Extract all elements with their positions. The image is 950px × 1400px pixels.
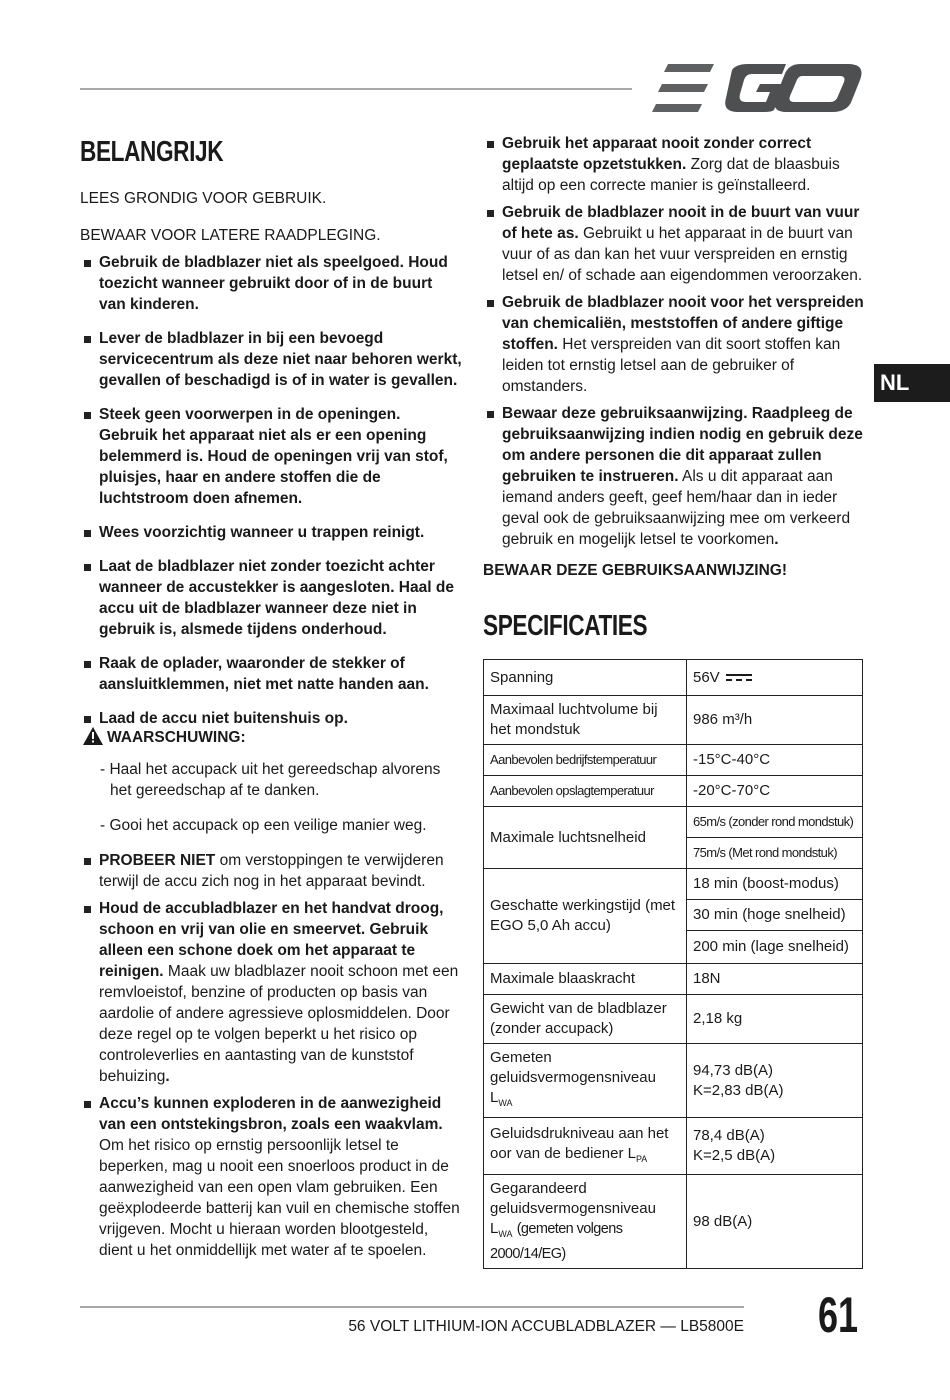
intro-keep: BEWAAR VOOR LATERE RAADPLEGING.: [80, 227, 381, 244]
spec-value: 30 min (hoge snelheid): [687, 900, 863, 931]
list-item: Laad de accu niet buitenshuis op.: [80, 708, 462, 729]
spec-value: -20°C-70°C: [687, 776, 863, 807]
heading-belangrijk: BELANGRIJK: [80, 136, 224, 168]
spec-value-line: K=2,5 dB(A): [693, 1147, 776, 1164]
list-item-bold: Gebruik het apparaat nooit zonder correct geplaatste opzetstukken.: [502, 135, 812, 173]
list-item-end: .: [774, 531, 779, 548]
table-row: [484, 964, 863, 995]
spec-value-line: K=2,83 dB(A): [693, 1081, 784, 1099]
language-tab: NL: [874, 364, 950, 402]
list-item: [483, 133, 868, 196]
list-item-bold: PROBEER NIET: [99, 852, 216, 869]
list-item-bold: Bewaar deze gebruiksaanwijzing. Raadpleeg de gebruiksaanwijzing indien nodig en gebruik deze om andere personen die dit apparaat zullen gebruiken te instrueren.: [502, 405, 863, 485]
table-row: [484, 995, 863, 1044]
warning-dash-item: - Haal het accupack uit het gereedschap alvorens het gereedschap af te danken.: [100, 761, 441, 799]
spec-value: 18N: [687, 964, 863, 995]
list-item: [80, 898, 462, 1087]
list-item: [483, 202, 868, 286]
warning-icon: [83, 727, 103, 745]
table-row: [484, 869, 863, 900]
spec-label: Aanbevolen opslagtemperatuur: [484, 776, 687, 807]
table-row: [484, 696, 863, 745]
list-item-text: Het verspreiden van dit soort stoffen kan leiden tot ernstig letsel aan de gebruiker of omstanders.: [502, 336, 841, 395]
list-item-bold: Houd de accubladblazer en het handvat droog, schoon en vrij van olie en smeervet. Gebruik alleen een schone doek om het apparaat te reinigen.: [99, 900, 444, 980]
spec-label-text: (gemeten volgens 2000/14/EG): [490, 1221, 623, 1262]
table-row: [484, 807, 863, 838]
spec-label-text: Geluidsdrukniveau aan het oor van de bediener L: [490, 1124, 669, 1162]
ego-logo: [652, 64, 862, 112]
header-rule: [80, 88, 632, 90]
save-note: BEWAAR DEZE GEBRUIKSAANWIJZING!: [483, 562, 787, 579]
list-item: [483, 403, 868, 550]
list-item: Lever de bladblazer in bij een bevoegd servicecentrum als deze niet naar behoren werkt, gevallen of beschadigd is of in water is gevallen.: [80, 328, 462, 391]
spec-value: 98 dB(A): [687, 1175, 863, 1269]
spec-label: Aanbevolen bedrijfstemperatuur: [484, 745, 687, 776]
spec-value: [687, 1118, 863, 1175]
spec-label: [484, 1175, 687, 1269]
spec-label: Maximaal luchtvolume bij het mondstuk: [484, 696, 687, 745]
spec-label: Maximale luchtsnelheid: [484, 807, 687, 869]
list-item: Wees voorzichtig wanneer u trappen reinigt.: [80, 522, 462, 543]
table-row: [484, 1044, 863, 1118]
list-item-bold: Gebruik de bladblazer nooit in de buurt van vuur of hete as.: [502, 204, 860, 242]
list-item: Gebruik de bladblazer niet als speelgoed. Houd toezicht wanneer gebruikt door of in de buurt van kinderen.: [80, 252, 462, 315]
spec-label: Gewicht van de bladblazer (zonder accupack): [484, 995, 687, 1044]
warning-heading: [83, 727, 246, 747]
list-item: Laat de bladblazer niet zonder toezicht achter wanneer de accustekker is aangesloten. Haal de accu uit de bladblazer wanneer deze niet in gebruik is, alsmede tijdens onderhoud.: [80, 556, 462, 640]
list-item-bold: Accu’s kunnen exploderen in de aanwezigheid van een ontstekingsbron, zoals een waakvlam.: [99, 1095, 443, 1133]
spec-label-text: Gemeten geluidsvermogensniveau L: [490, 1049, 656, 1106]
warning-label: WAARSCHUWING:: [107, 729, 246, 746]
intro-read: LEES GRONDIG VOOR GEBRUIK.: [80, 190, 327, 207]
spec-value: 200 min (lage snelheid): [687, 931, 863, 964]
list-item-text: Gebruikt u het apparaat in de buurt van vuur of as dan kan het vuur verspreiden en ernstig letsel en/ of schade aan eigendommen veroorzaken.: [502, 225, 863, 284]
table-row: [484, 745, 863, 776]
table-row: [484, 1118, 863, 1175]
spec-label: Spanning: [484, 660, 687, 696]
list-item: [80, 850, 462, 892]
table-row: [484, 776, 863, 807]
list-item-text: Als u dit apparaat aan iemand anders geeft, geef hem/haar dan in ieder geval ook de gebruiksaanwijzing mee om verkeerd gebruik en mogelijk letsel te voorkomen: [502, 468, 851, 548]
spec-label-text: Gegarandeerd geluidsvermogensniveau L: [490, 1180, 656, 1237]
spec-value: 75m/s (Met rond mondstuk): [687, 838, 863, 869]
spec-value: [687, 1044, 863, 1118]
spec-label: Maximale blaaskracht: [484, 964, 687, 995]
list-item-text: om verstoppingen te verwijderen terwijl de accu zich nog in het apparaat bevindt.: [99, 852, 444, 890]
spec-value: 2,18 kg: [687, 995, 863, 1044]
footer-product: 56 VOLT LITHIUM-ION ACCUBLADBLAZER — LB5800E: [348, 1318, 744, 1335]
spec-label: [484, 1118, 687, 1175]
spec-value: -15°C-40°C: [687, 745, 863, 776]
spec-value-line: 78,4 dB(A): [693, 1127, 765, 1144]
list-item-end: .: [165, 1068, 170, 1085]
left-column: [80, 188, 462, 729]
spec-label: [484, 1044, 687, 1118]
spec-label-sub: WA: [498, 1098, 513, 1108]
spec-table: [483, 659, 863, 1269]
list-item-text: Zorg dat de blaasbuis altijd op een correcte manier is geïnstalleerd.: [502, 156, 840, 194]
spec-value-text: 56V: [693, 668, 720, 686]
spec-label-sub: PA: [635, 1153, 648, 1164]
list-item: Steek geen voorwerpen in de openingen. Gebruik het apparaat niet als er een opening belemmerd is. Houd de openingen vrij van stof, pluisjes, haar en andere stoffen die de luchtstroom doen afnemen.: [80, 404, 462, 509]
heading-specificaties: SPECIFICATIES: [483, 610, 648, 642]
footer-rule: [80, 1306, 744, 1308]
right-column: [483, 133, 868, 581]
spec-value: 18 min (boost-modus): [687, 869, 863, 900]
page-number: 61: [818, 1287, 859, 1343]
spec-value: 986 m³/h: [687, 696, 863, 745]
list-item: [483, 292, 868, 397]
table-row: [484, 1175, 863, 1269]
list-item: Raak de oplader, waaronder de stekker of aansluitklemmen, niet met natte handen aan.: [80, 653, 462, 695]
spec-label: Geschatte werkingstijd (met EGO 5,0 Ah accu): [484, 869, 687, 964]
list-item-text: Om het risico op ernstig persoonlijk letsel te beperken, mag u nooit een snoerloos product in de aanwezigheid van een open vlam gebruiken. Een geëxplodeerde batterij kan vuil en chemische stoffen vrijgeven. Mocht u hieraan worden blootgesteld, dient u het onmiddellijk met water af te spoelen.: [99, 1137, 460, 1259]
left-column-lower: [80, 759, 462, 1261]
dc-symbol-icon: [726, 673, 752, 683]
list-item-bold: Gebruik de bladblazer nooit voor het verspreiden van chemicaliën, meststoffen of andere giftige stoffen.: [502, 294, 864, 353]
list-item: [80, 1093, 462, 1261]
warning-dash-item: - Gooi het accupack op een veilige manier weg.: [100, 817, 427, 834]
table-row: [484, 660, 863, 696]
spec-value: 65m/s (zonder rond mondstuk): [687, 807, 863, 838]
spec-value-line: 94,73 dB(A): [693, 1061, 774, 1079]
spec-value: [687, 660, 863, 696]
spec-label-sub: WA: [498, 1229, 513, 1239]
list-item-text: Maak uw bladblazer nooit schoon met een remvloeistof, benzine of producten op basis van aardolie of andere agressieve oplosmiddelen. Door deze regel op te volgen beperkt u het risico op controleverlies en aantasting van de kunststof behuizing: [99, 963, 459, 1085]
